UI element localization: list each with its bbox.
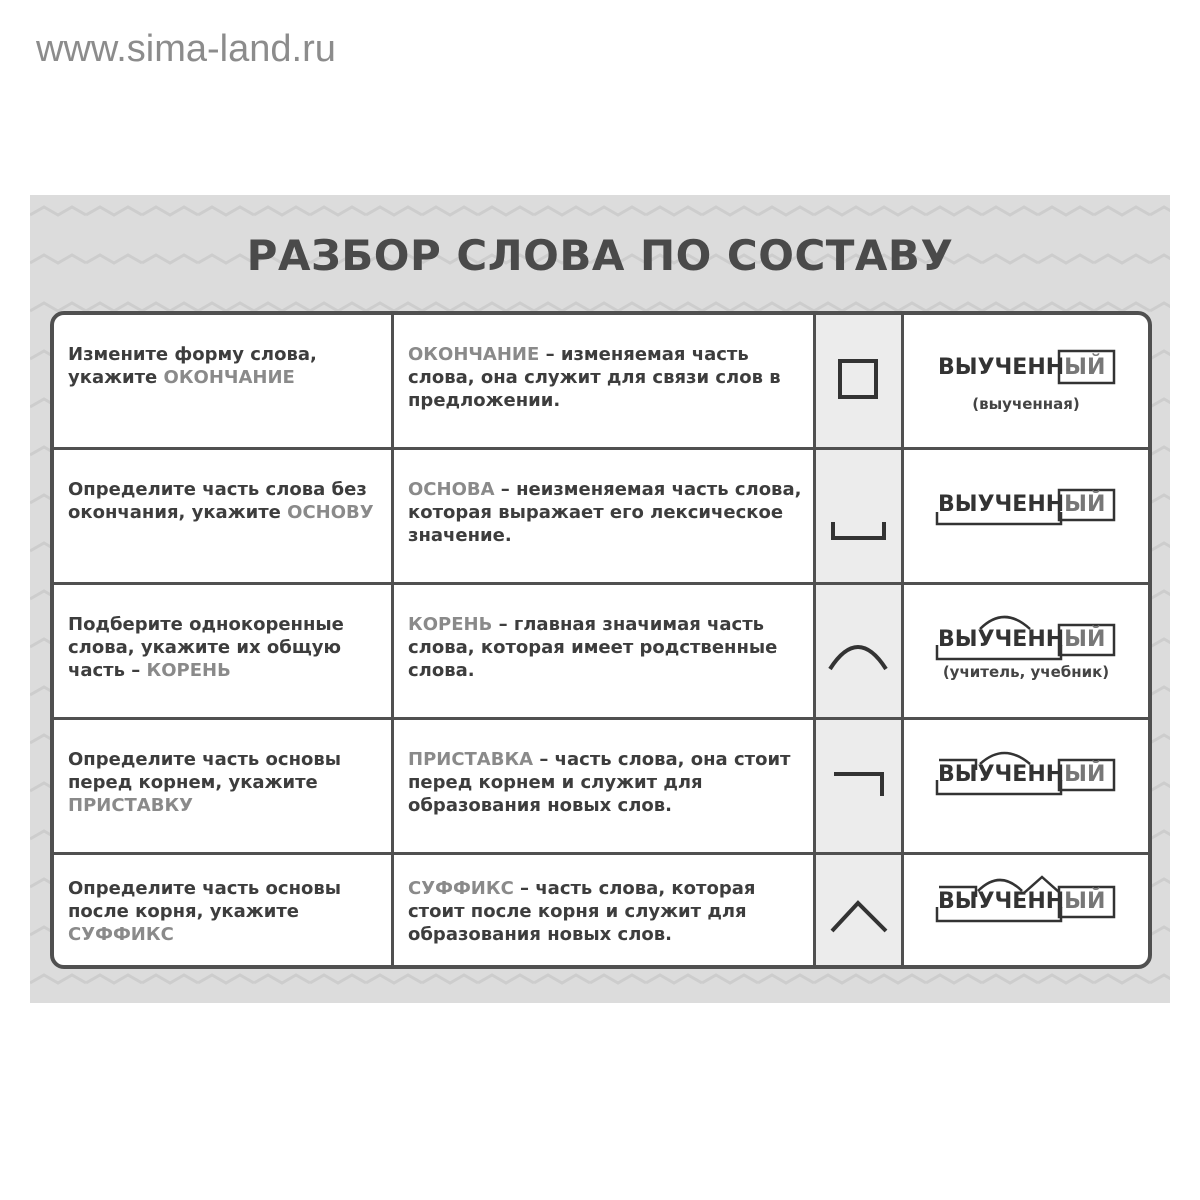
base-symbol-cell: [816, 450, 904, 582]
prefix-symbol-cell: [816, 720, 904, 852]
example-ending: ЫЙ: [1064, 355, 1106, 380]
example-word: [938, 627, 1118, 663]
table-row-prefix: [54, 720, 1148, 855]
example-ending: ЫЙ: [1064, 762, 1106, 787]
suffix-symbol-cell: [816, 855, 904, 965]
definition-text: – главная значимая часть слова, которая имеет родственные слова.: [408, 614, 778, 681]
definition-cell: [394, 720, 816, 852]
example-stem: ВЫУЧЕНН: [938, 627, 1065, 652]
example-word: [938, 492, 1118, 528]
instruction-text: Определите часть основы перед корнем, укажите: [68, 749, 342, 793]
instruction-cell: [54, 720, 394, 852]
ending-square-icon: [816, 315, 901, 447]
instruction-term: ОКОНЧАНИЕ: [163, 367, 295, 388]
example-stem: ВЫУЧЕНН: [938, 889, 1065, 914]
instruction-term: ПРИСТАВКУ: [68, 795, 194, 816]
definition-term: ПРИСТАВКА: [408, 749, 534, 770]
table-row-base: [54, 450, 1148, 585]
example-word: [938, 762, 1118, 798]
instruction-text: Измените форму слова, укажите: [68, 344, 317, 388]
definition-text: – изменяемая часть слова, она служит для связи слов в предложении.: [408, 344, 781, 411]
definition-term: ОКОНЧАНИЕ: [408, 344, 540, 365]
ending-symbol-cell: [816, 315, 904, 447]
example-ending: ЫЙ: [1064, 889, 1106, 914]
root-symbol-cell: [816, 585, 904, 717]
table-row-suffix: [54, 855, 1148, 965]
example-ending: ЫЙ: [1064, 492, 1106, 517]
table-row-root: [54, 585, 1148, 720]
definition-text: – часть слова, она стоит перед корнем и служит для образования новых слов.: [408, 749, 791, 816]
definition-term: КОРЕНЬ: [408, 614, 493, 635]
prefix-corner-icon: [816, 720, 901, 852]
watermark: www.sima-land.ru: [36, 28, 336, 70]
instruction-cell: [54, 855, 394, 965]
example-ending: ЫЙ: [1064, 627, 1106, 652]
example-note: (учитель, учебник): [942, 663, 1110, 681]
poster-title: РАЗБОР СЛОВА ПО СОСТАВУ: [246, 231, 954, 280]
definition-cell: [394, 585, 816, 717]
instruction-cell: [54, 450, 394, 582]
definition-text: – неизменяемая часть слова, которая выражает его лексическое значение.: [408, 479, 802, 546]
definition-cell: [394, 450, 816, 582]
base-bracket-icon: [816, 450, 901, 582]
instruction-cell: [54, 585, 394, 717]
instruction-term: ОСНОВУ: [287, 502, 374, 523]
definition-cell: [394, 855, 816, 965]
example-stem: ВЫУЧЕНН: [938, 492, 1065, 517]
example-stem: ВЫУЧЕНН: [938, 762, 1065, 787]
example-note: (выученная): [972, 395, 1080, 413]
instruction-term: СУФФИКС: [68, 924, 174, 945]
definition-text: – часть слова, которая стоит после корня и служит для образования новых слов.: [408, 878, 756, 945]
example-stem: ВЫУЧЕНН: [938, 355, 1065, 380]
example-cell: [904, 720, 1148, 852]
root-arc-icon: [816, 585, 901, 717]
example-cell: [904, 585, 1148, 717]
instruction-text: Определите часть слова без окончания, укажите: [68, 479, 367, 523]
definition-term: СУФФИКС: [408, 878, 514, 899]
example-cell: [904, 450, 1148, 582]
example-word: [938, 889, 1118, 925]
instruction-cell: [54, 315, 394, 447]
example-cell: [904, 315, 1148, 447]
morpheme-table: [50, 311, 1152, 969]
suffix-caret-icon: [816, 855, 901, 965]
definition-cell: [394, 315, 816, 447]
poster: [30, 195, 1170, 1003]
definition-term: ОСНОВА: [408, 479, 495, 500]
instruction-text: Подберите однокоренные слова, укажите их общую часть –: [68, 614, 344, 681]
instruction-term: КОРЕНЬ: [146, 660, 231, 681]
example-word: [938, 355, 1118, 391]
table-row-ending: [54, 315, 1148, 450]
example-cell: [904, 855, 1148, 965]
instruction-text: Определите часть основы после корня, укажите: [68, 878, 342, 922]
